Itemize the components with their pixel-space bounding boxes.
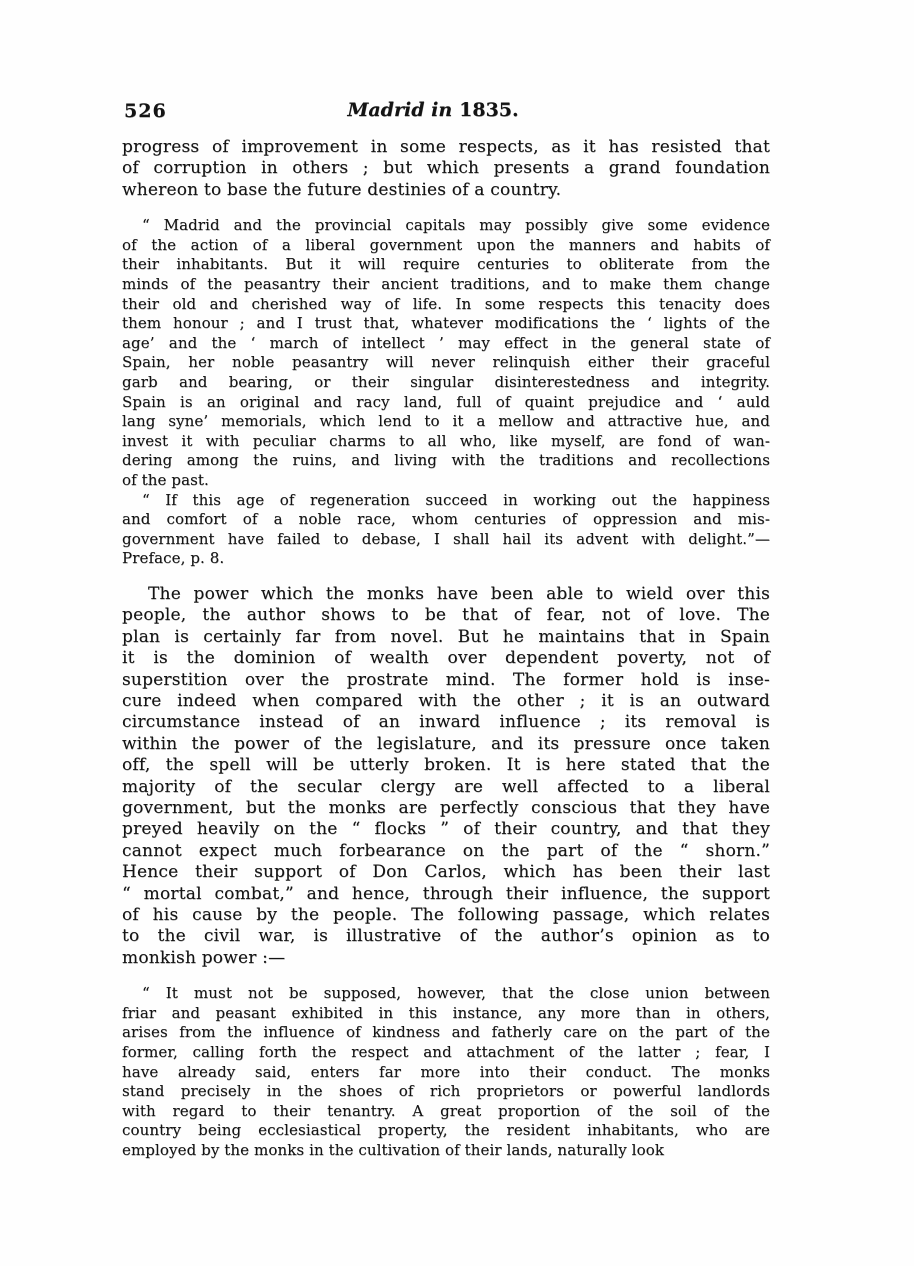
text-line: “ It must not be supposed, however, that the close union between: [142, 984, 770, 1003]
text-line: “ mortal combat,” and hence, through their influence, the support: [122, 883, 770, 904]
text-line: people, the author shows to be that of fear, not of love. The: [122, 605, 770, 626]
text-line: garb and bearing, or their singular disinterestedness and integrity.: [122, 372, 770, 391]
text-line: of corruption in others ; but which presents a grand foundation: [122, 158, 770, 179]
quote-block: [122, 216, 770, 569]
text-line: their old and cherished way of life. In some respects this tenacity does: [122, 294, 770, 313]
text-line: Preface, p. 8.: [122, 549, 225, 568]
text-line: of his cause by the people. The following passage, which relates: [122, 905, 770, 925]
text-line: employed by the monks in the cultivation of their lands, naturally look: [122, 1140, 665, 1159]
text-line: whereon to base the future destinies of a country.: [122, 179, 562, 200]
text-line: them honour ; and I trust that, whatever modifications the ‘ lights of the: [122, 314, 770, 333]
text-line: stand precisely in the shoes of rich proprietors or powerful landlords: [122, 1082, 770, 1101]
text-line: superstition over the prostrate mind. The former hold is inse-: [122, 669, 770, 690]
body-paragraph-block: [122, 137, 770, 201]
text-line: cannot expect much forbearance on the part of the “ shorn.”: [122, 840, 770, 861]
text-line: within the power of the legislature, and its pressure once taken: [122, 733, 770, 754]
page-number: 526: [124, 100, 167, 122]
text-column: [122, 137, 770, 1161]
text-line: to the civil war, is illustrative of the author’s opinion as to: [122, 926, 770, 947]
running-title: [109, 99, 757, 121]
text-line: Spain, her noble peasantry will never relinquish either their graceful: [122, 353, 770, 372]
text-line: circumstance instead of an inward influence ; its removal is: [122, 712, 770, 733]
body-paragraph-block: [122, 584, 770, 969]
text-line: government, but the monks are perfectly conscious that they have: [122, 797, 770, 818]
text-line: of the past.: [122, 470, 209, 489]
text-line: invest it with peculiar charms to all who, like myself, are fond of wan-: [122, 431, 770, 450]
text-line: lang syne’ memorials, which lend to it a mellow and attractive hue, and: [122, 412, 770, 431]
text-line: government have failed to debase, I shall hail its advent with delight.”—: [122, 529, 770, 548]
paragraph: [122, 584, 770, 969]
text-line: and comfort of a noble race, whom centuries of oppression and mis-: [122, 510, 770, 529]
text-line: have already said, enters far more into their conduct. The monks: [122, 1062, 770, 1081]
text-line: “ If this age of regeneration succeed in working out the happiness: [142, 490, 770, 509]
running-title-main: Madrid in: [347, 99, 453, 121]
text-line: preyed heavily on the “ flocks ” of their country, and that they: [122, 819, 770, 840]
text-line: The power which the monks have been able to wield over this: [148, 583, 770, 604]
text-line: cure indeed when compared with the other ; it is an outward: [122, 690, 770, 711]
text-line: Spain is an original and racy land, full of quaint prejudice and ‘ auld: [122, 392, 770, 411]
paragraph: [122, 137, 770, 201]
text-line: former, calling forth the respect and attachment of the latter ; fear, I: [122, 1043, 770, 1061]
text-line: it is the dominion of wealth over dependent poverty, not of: [122, 648, 770, 669]
paragraph: [122, 491, 770, 569]
text-line: minds of the peasantry their ancient traditions, and to make them change: [122, 275, 770, 293]
text-line: dering among the ruins, and living with the traditions and recollections: [122, 451, 770, 470]
quote-block: [122, 984, 770, 1160]
paragraph: [122, 216, 770, 490]
text-line: “ Madrid and the provincial capitals may possibly give some evidence: [142, 216, 770, 235]
text-line: country being ecclesiastical property, the resident inhabitants, who are: [122, 1121, 770, 1140]
text-line: off, the spell will be utterly broken. It is here stated that the: [122, 755, 770, 776]
text-line: of the action of a liberal government upon the manners and habits of: [122, 235, 770, 254]
text-line: plan is certainly far from novel. But he maintains that in Spain: [122, 626, 770, 647]
text-line: age’ and the ‘ march of intellect ’ may effect in the general state of: [122, 333, 770, 352]
page-header: [122, 99, 770, 125]
paragraph: [122, 984, 770, 1160]
running-title-year: 1835.: [459, 99, 519, 121]
text-line: progress of improvement in some respects, as it has resisted that: [122, 137, 770, 157]
text-line: friar and peasant exhibited in this instance, any more than in others,: [122, 1003, 770, 1022]
text-line: monkish power :—: [122, 947, 286, 968]
text-line: arises from the influence of kindness and fatherly care on the part of the: [122, 1023, 770, 1042]
text-line: Hence their support of Don Carlos, which has been their last: [122, 862, 770, 883]
text-line: with regard to their tenantry. A great proportion of the soil of the: [122, 1101, 770, 1120]
text-line: majority of the secular clergy are well affected to a liberal: [122, 776, 770, 797]
text-line: their inhabitants. But it will require centuries to obliterate from the: [122, 255, 770, 274]
